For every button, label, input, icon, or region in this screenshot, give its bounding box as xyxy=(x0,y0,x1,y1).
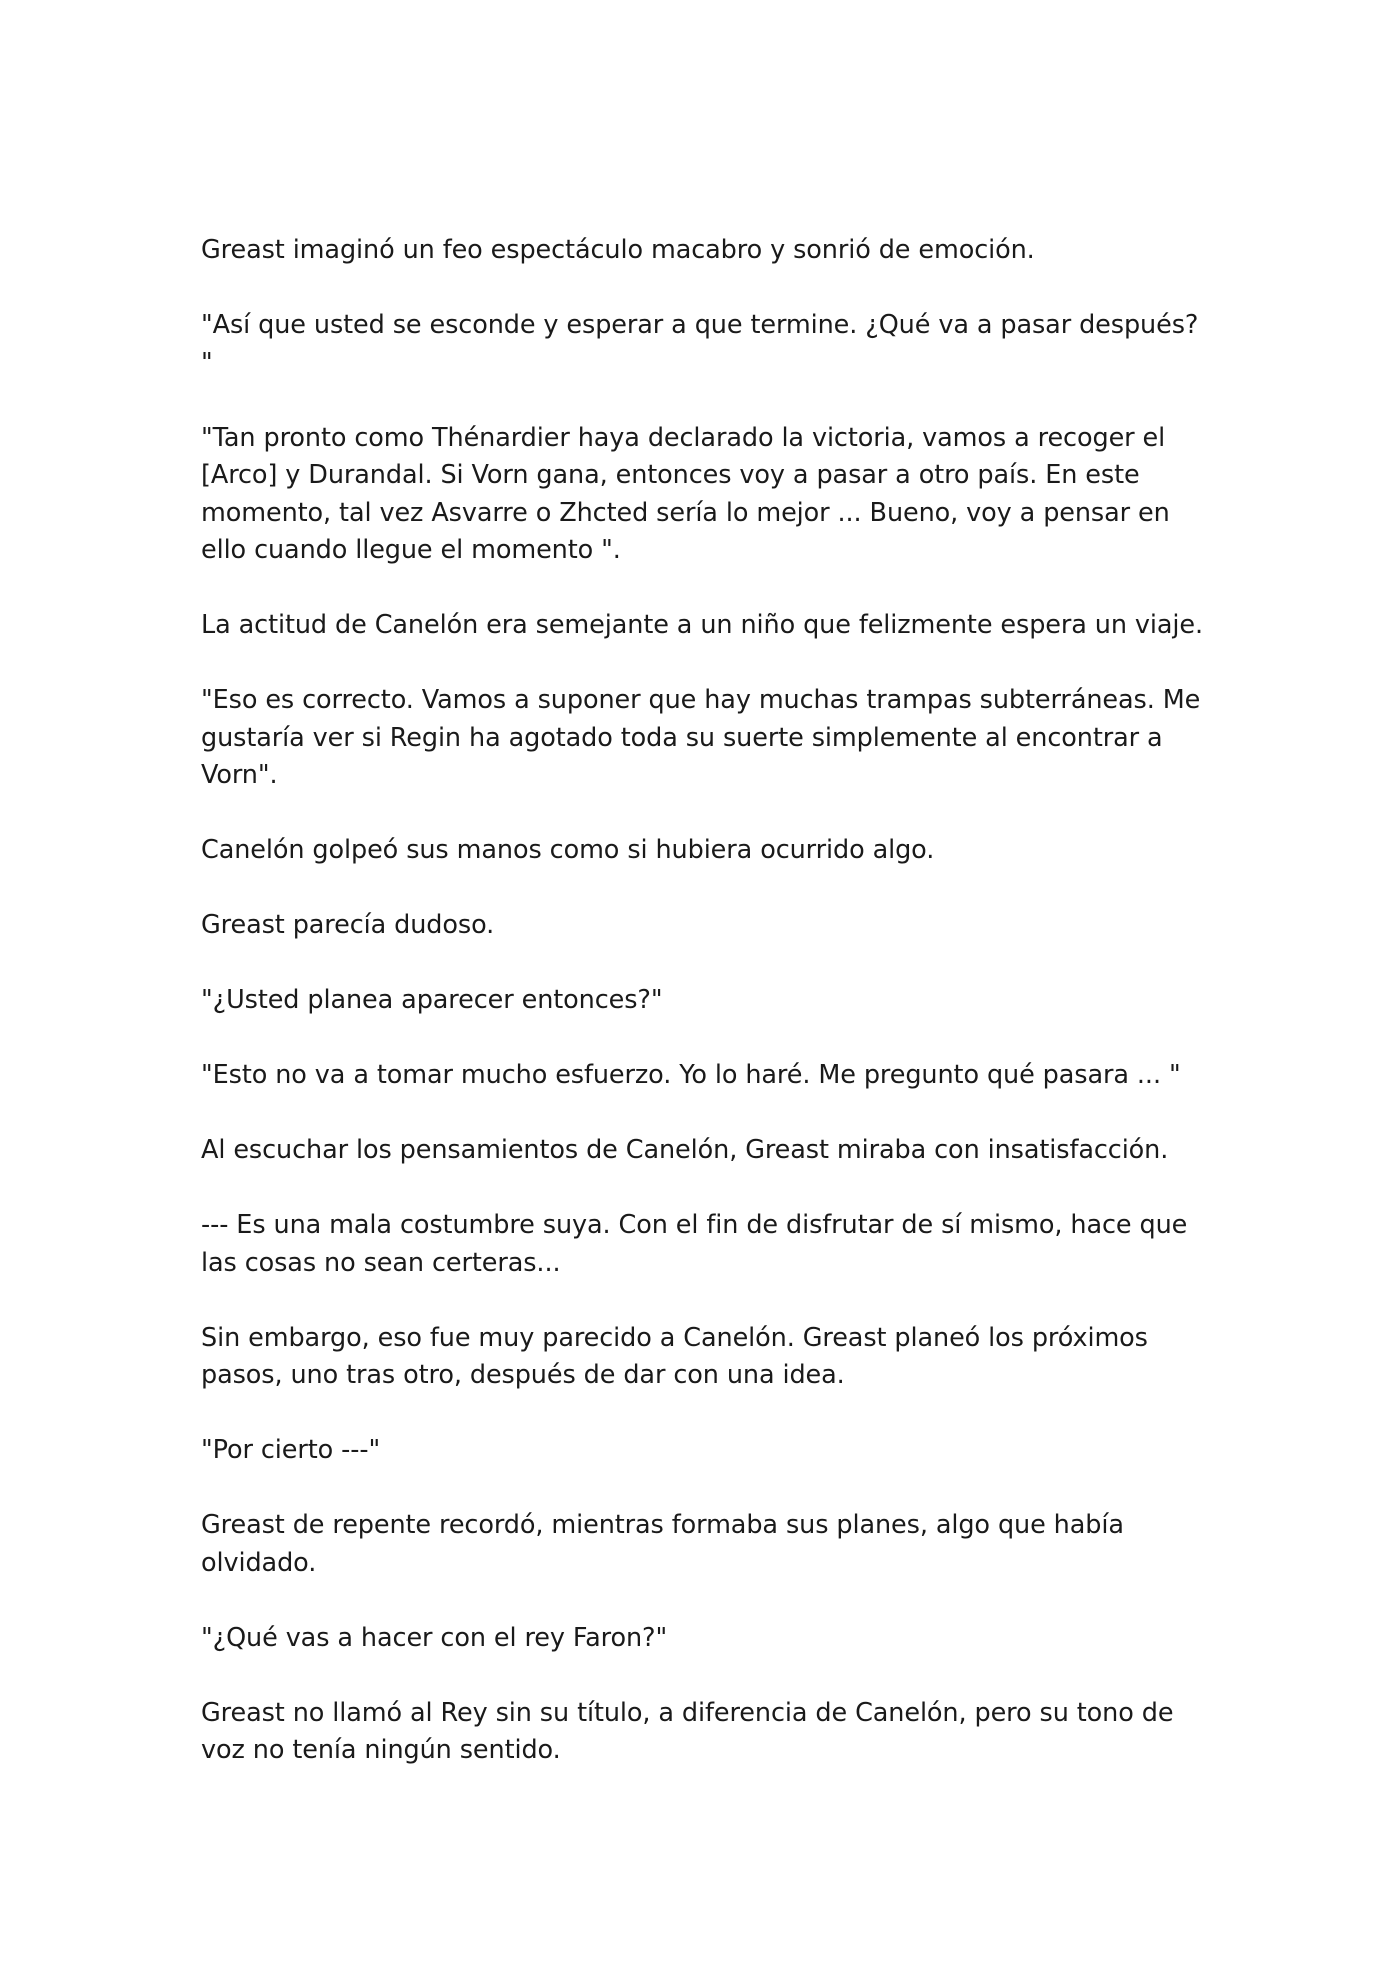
paragraph: "Eso es correcto. Vamos a suponer que hay muchas trampas subterráneas. Me gustaría ver si Regin ha agotado toda su suerte simplemente al encontrar a Vorn". xyxy=(201,685,1201,790)
paragraph: "Así que usted se esconde y esperar a que termine. ¿Qué va a pasar después? " xyxy=(201,310,1199,378)
paragraph: Canelón golpeó sus manos como si hubiera ocurrido algo. xyxy=(201,835,935,865)
paragraph: Al escuchar los pensamientos de Canelón, Greast miraba con insatisfacción. xyxy=(201,1135,1169,1165)
document-body xyxy=(201,232,1211,1807)
paragraph: Greast de repente recordó, mientras formaba sus planes, algo que había olvidado. xyxy=(201,1510,1124,1578)
paragraph: "¿Qué vas a hacer con el rey Faron?" xyxy=(201,1622,668,1653)
paragraph: Greast no llamó al Rey sin su título, a diferencia de Canelón, pero su tono de voz no tenía ningún sentido. xyxy=(201,1697,1174,1765)
paragraph: "Esto no va a tomar mucho esfuerzo. Yo lo haré. Me pregunto qué pasara ... " xyxy=(201,1060,1181,1090)
paragraph: Greast parecía dudoso. xyxy=(201,910,495,940)
paragraph: La actitud de Canelón era semejante a un niño que felizmente espera un viaje. xyxy=(201,610,1204,640)
paragraph: Sin embargo, eso fue muy parecido a Canelón. Greast planeó los próximos pasos, uno tras otro, después de dar con una idea. xyxy=(201,1322,1148,1390)
paragraph: --- Es una mala costumbre suya. Con el fin de disfrutar de sí mismo, hace que las cosas no sean certeras... xyxy=(201,1210,1188,1278)
paragraph: Greast imaginó un feo espectáculo macabro y sonrió de emoción. xyxy=(201,235,1035,265)
paragraph: "Por cierto ---" xyxy=(201,1435,381,1465)
paragraph: "Tan pronto como Thénardier haya declarado la victoria, vamos a recoger el [Arco] y Durandal. Si Vorn gana, entonces voy a pasar a otro país. En este momento, tal vez Asvarre o Zhcted sería lo mejor ... Bueno, voy a pensar en ello cuando llegue el momento ". xyxy=(201,422,1170,565)
paragraph: "¿Usted planea aparecer entonces?" xyxy=(201,985,663,1015)
